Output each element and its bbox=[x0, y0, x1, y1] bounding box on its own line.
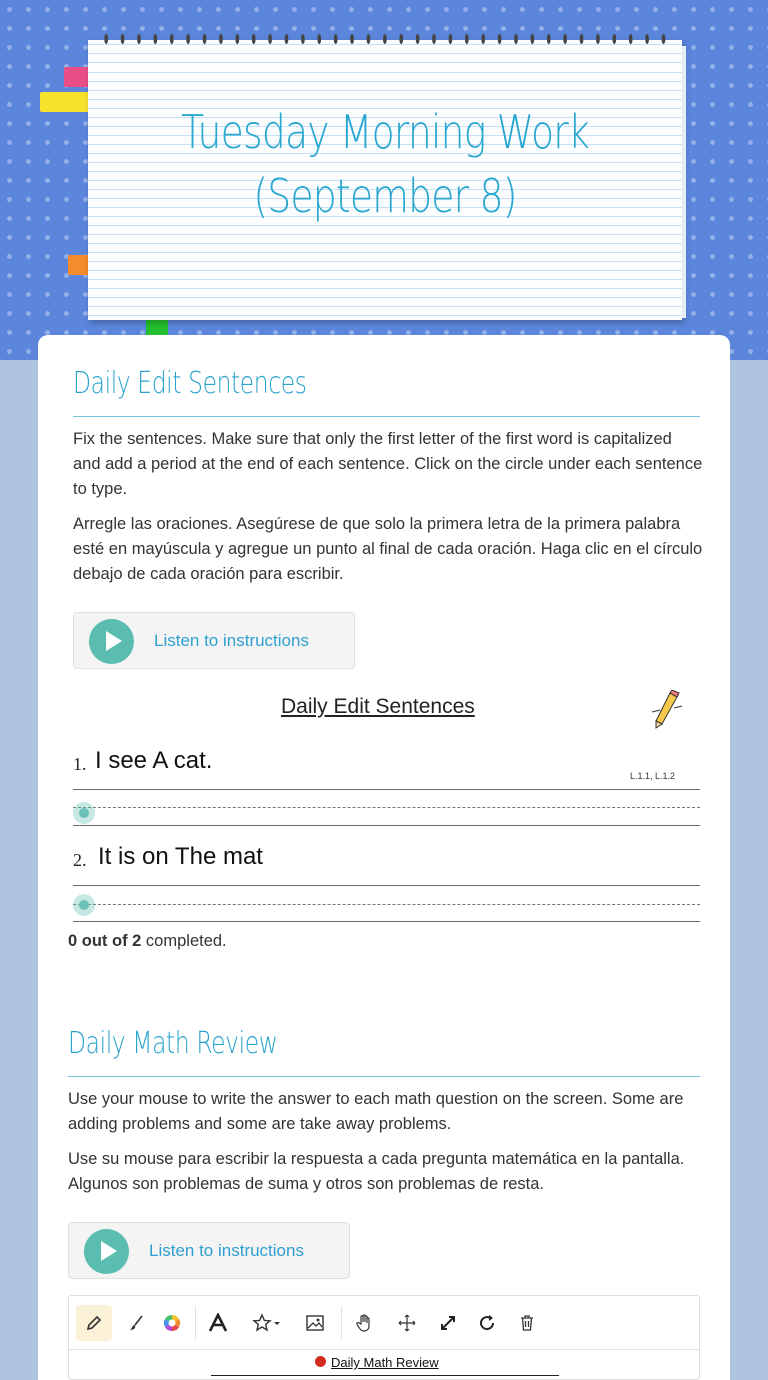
pencil-tool-button[interactable] bbox=[76, 1305, 112, 1341]
text-tool-button[interactable] bbox=[200, 1305, 236, 1341]
move-tool-button[interactable] bbox=[389, 1305, 425, 1341]
play-icon bbox=[84, 1229, 129, 1274]
move-icon bbox=[397, 1313, 417, 1333]
brush-tool-button[interactable] bbox=[119, 1305, 155, 1341]
play-icon bbox=[89, 619, 134, 664]
answer-input-dot[interactable] bbox=[73, 894, 95, 916]
instructions-spanish: Use su mouse para escribir la respuesta a cada pregunta matemática en la pantalla. Algunos son problemas de suma y otros son problemas de resta. bbox=[68, 1150, 685, 1193]
trash-icon bbox=[517, 1313, 537, 1333]
brush-icon bbox=[127, 1313, 147, 1333]
redo-icon bbox=[477, 1313, 497, 1333]
mid-line bbox=[73, 807, 700, 808]
mid-line bbox=[73, 904, 700, 905]
drawing-toolbar bbox=[69, 1296, 699, 1350]
top-line bbox=[73, 885, 700, 886]
worksheet-grid bbox=[211, 1375, 559, 1376]
section-divider bbox=[73, 416, 700, 417]
instructions-english: Use your mouse to write the answer to each math question on the screen. Some are adding problems and some are take away problems. bbox=[68, 1090, 684, 1133]
apple-icon bbox=[315, 1356, 326, 1367]
listen-label: Listen to instructions bbox=[154, 631, 309, 650]
instructions-spanish: Arregle las oraciones. Asegúrese de que solo la primera letra de la primera palabra esté en mayúscula y agregue un punto al final de cada oración. Haga clic en el círculo debajo de cada oración para escribir. bbox=[73, 515, 703, 583]
pencil-icon bbox=[84, 1313, 104, 1333]
yellow-tab bbox=[40, 92, 92, 112]
star-icon bbox=[252, 1313, 282, 1333]
text-icon bbox=[207, 1313, 229, 1333]
image-icon bbox=[305, 1313, 325, 1333]
image-tool-button[interactable] bbox=[297, 1305, 333, 1341]
sentence-number: 1. bbox=[73, 754, 87, 774]
top-line bbox=[73, 789, 700, 790]
sentence-text: I see A cat. bbox=[95, 747, 213, 774]
toolbar-divider bbox=[195, 1306, 196, 1340]
sentence-text: It is on The mat bbox=[98, 843, 263, 870]
toolbar-divider bbox=[341, 1306, 342, 1340]
completion-status: 0 out of 2 completed. bbox=[68, 932, 227, 950]
base-line bbox=[73, 825, 700, 826]
listen-label: Listen to instructions bbox=[149, 1241, 304, 1260]
hand-icon bbox=[354, 1313, 374, 1333]
shapes-dropdown-button[interactable] bbox=[245, 1305, 289, 1341]
color-wheel-icon bbox=[162, 1313, 182, 1333]
spiral-binding bbox=[98, 26, 672, 52]
hand-tool-button[interactable] bbox=[346, 1305, 382, 1341]
drawing-canvas[interactable] bbox=[68, 1295, 700, 1380]
standard-label: L.1.1, L.1.2 bbox=[630, 771, 676, 781]
listen-instructions-button[interactable] bbox=[68, 1222, 350, 1279]
base-line bbox=[73, 921, 700, 922]
expand-icon bbox=[438, 1313, 458, 1333]
header-banner bbox=[0, 0, 768, 360]
sentence-number: 2. bbox=[73, 850, 87, 870]
pencil-icon bbox=[650, 690, 684, 730]
worksheet-title: Daily Edit Sentences bbox=[281, 695, 475, 718]
fullscreen-button[interactable] bbox=[430, 1305, 466, 1341]
section-title-daily-math: Daily Math Review bbox=[68, 1026, 278, 1061]
answer-input-dot[interactable] bbox=[73, 802, 95, 824]
page-title: Tuesday Morning Work (September 8) bbox=[181, 105, 589, 223]
listen-instructions-button[interactable] bbox=[73, 612, 355, 669]
redo-button[interactable] bbox=[469, 1305, 505, 1341]
section-divider bbox=[68, 1076, 700, 1077]
color-picker-button[interactable] bbox=[154, 1305, 190, 1341]
section-title-daily-edit: Daily Edit Sentences bbox=[73, 366, 307, 401]
math-worksheet-title: Daily Math Review bbox=[331, 1355, 439, 1370]
instructions-english: Fix the sentences. Make sure that only the first letter of the first word is capitalized and add a period at the end of each sentence. Click on the circle under each sentence to type. bbox=[73, 430, 703, 498]
delete-button[interactable] bbox=[509, 1305, 545, 1341]
